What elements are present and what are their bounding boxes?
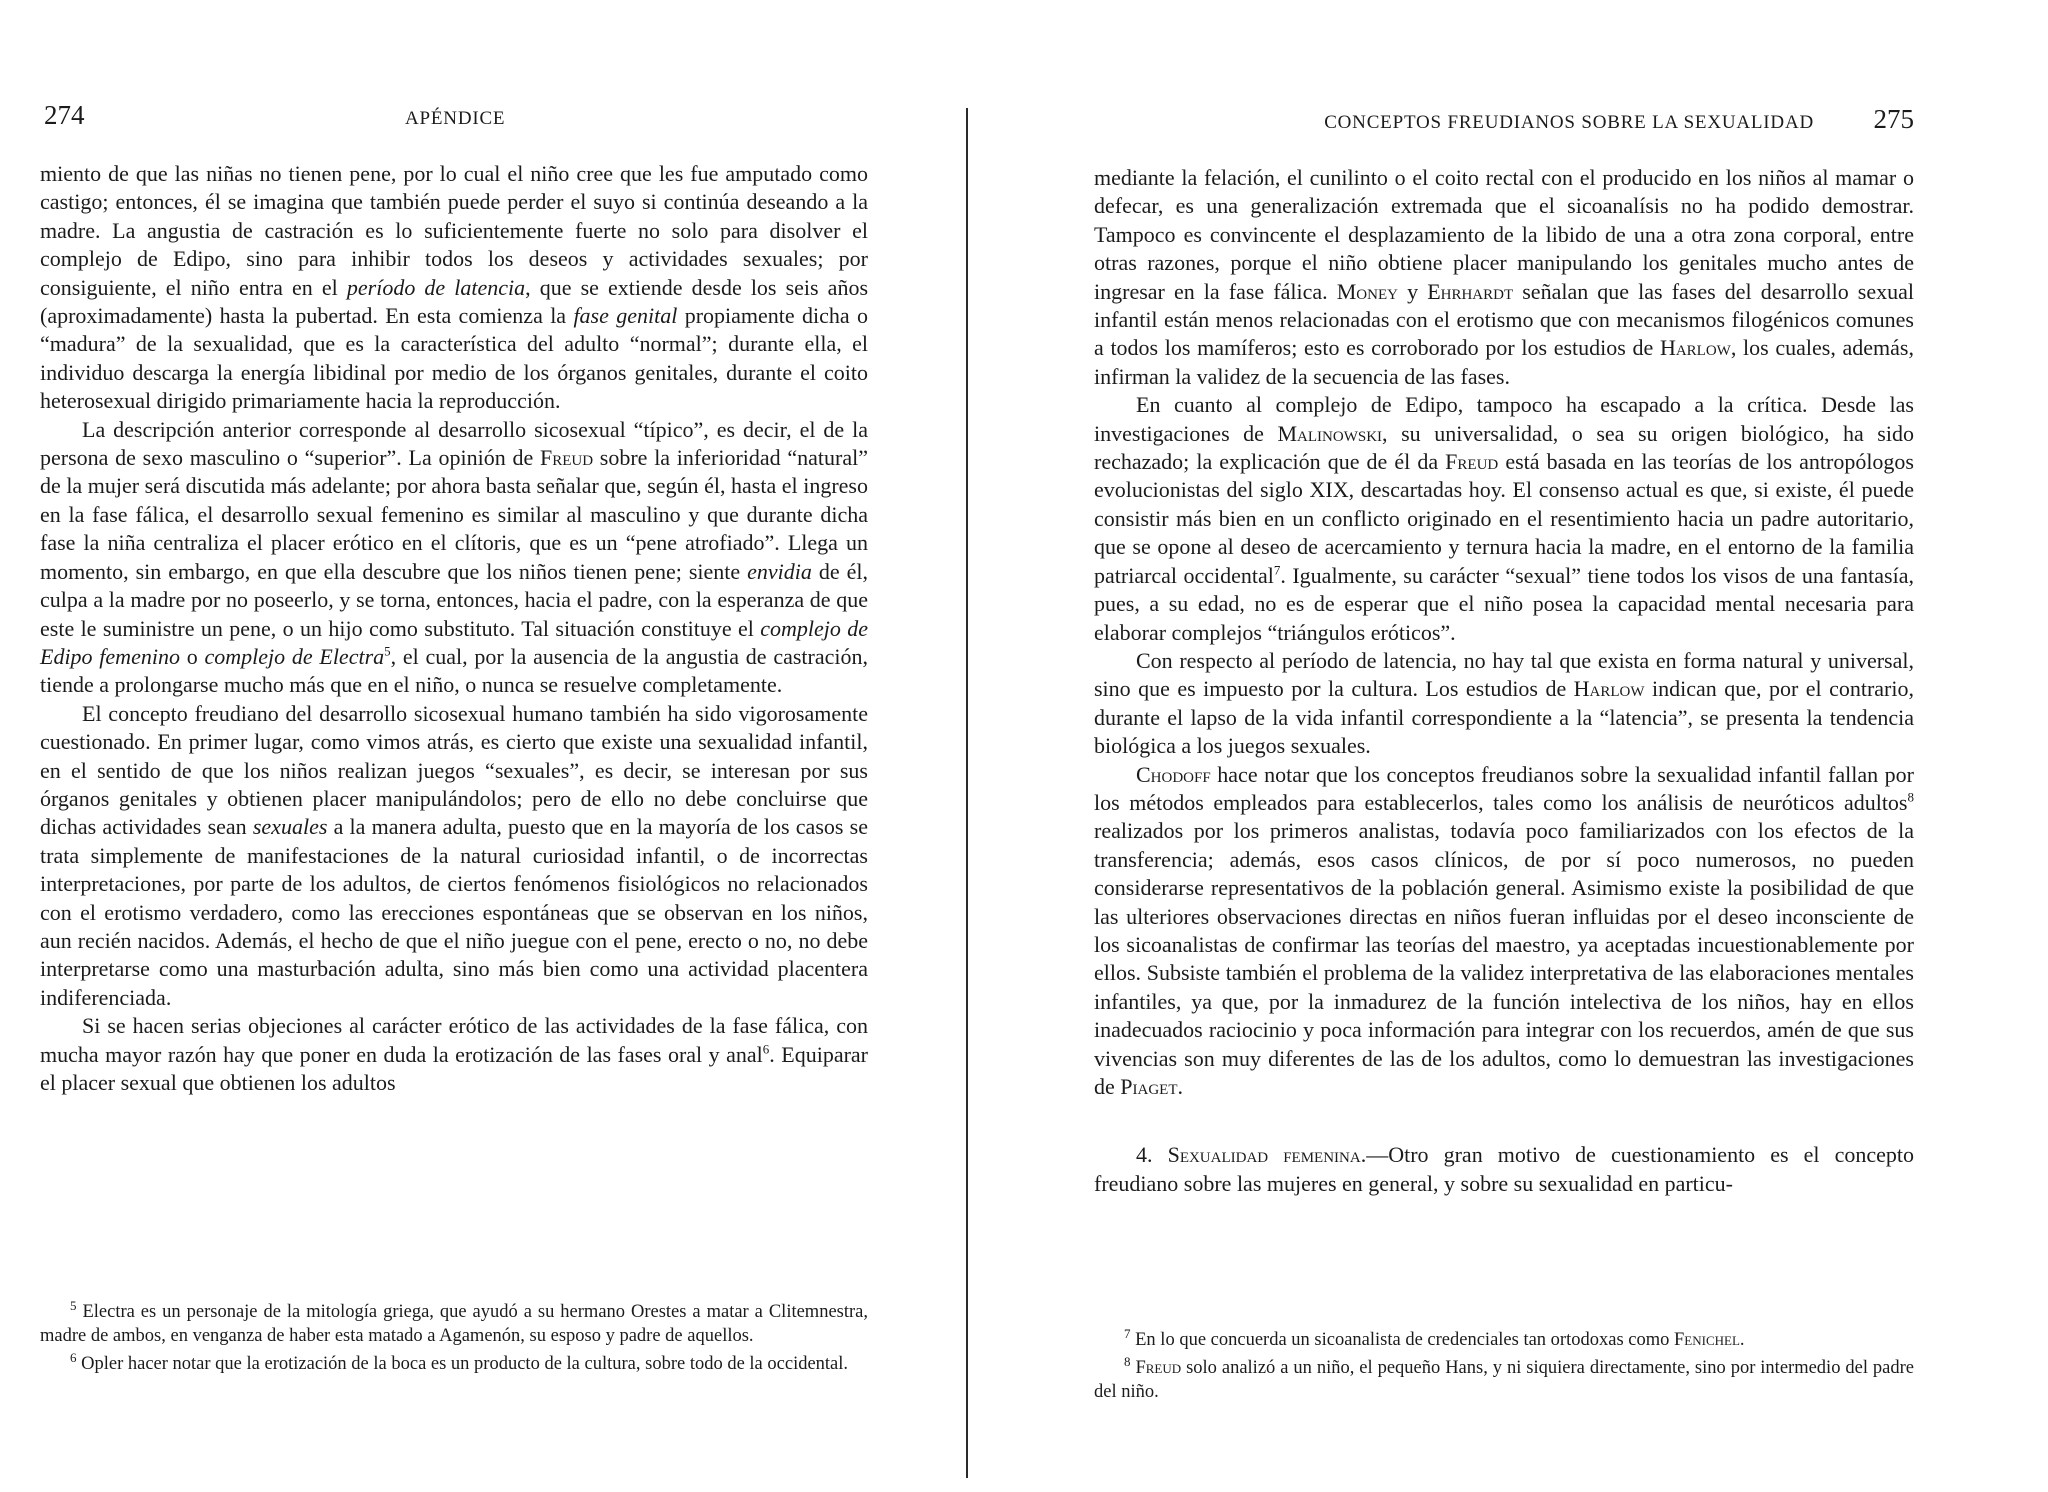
paragraph: En cuanto al complejo de Edipo, tampoco ha escapado a la crítica. Desde las investigaciones de Malinowski, su universalidad, o sea su origen biológico, ha sido rechazado; la explicación que de él da Freud está basada en las teorías de los antropólogos evolucionistas del siglo XIX, descartadas hoy. El consenso actual es que, si existe, él puede consistir más bien en un conflicto originado en el resentimiento hacia un padre autoritario, que se opone al deseo de acercamiento y ternura hacia la madre, en el entorno de la familia patriarcal occidental$^7$. Igualmente, su carácter “sexual” tiene todos los visos de una fantasía, pues, a su edad, no es de esperar que el niño posea la capacidad mental necesaria para elaborar complejos “triángulos eróticos”.	[1094, 392, 1914, 645]
left-footnotes	[40, 1297, 868, 1380]
footnote: $^7$ En lo que concuerda un sicoanalista de credenciales tan ortodoxas como Fenichel.	[1124, 1325, 1745, 1350]
footnote-ref: 7	[1273, 562, 1281, 578]
left-page	[40, 0, 868, 1492]
footnote-ref: 5	[384, 643, 391, 659]
left-page-header	[40, 100, 868, 140]
page-number: 274	[44, 100, 85, 130]
book-gutter	[966, 108, 968, 1478]
paragraph: Si se hacen serias objeciones al carácter erótico de las actividades de la fase fálica, con mucha mayor razón hay que poner en duda la erotización de las fases oral y anal$^6$. Equiparar el placer sexual que obtienen los adultos	[40, 1013, 868, 1095]
page-number: 275	[1873, 104, 1914, 134]
right-page	[1094, 0, 1914, 1492]
footnote: $^8$ Freud solo analizó a un niño, el pequeño Hans, y ni siquiera directamente, sino por intermedio del padre del niño.	[1094, 1353, 1915, 1402]
right-body-text	[1094, 164, 1914, 1198]
section-heading-paragraph: 4. Sexualidad femenina.—Otro gran motivo de cuestionamiento es el concepto freudiano sobre las mujeres en general, y sobre su sexualidad en particu-	[1094, 1142, 1914, 1196]
footnote: $^5$ Electra es un personaje de la mitología griega, que ayudó a su hermano Orestes a matar a Clitemnestra, madre de ambos, en venganza de haber esta matado a Agamenón, su esposo y padre de aquellos.	[40, 1297, 868, 1346]
paragraph: mediante la felación, el cunilinto o el coito rectal con el producido en los niños al mamar o defecar, es una generalización extremada que el sicoanalísis no ha podido demostrar. Tampoco es convincente el desplazamiento de la libido de una a otra zona corporal, entre otras razones, porque el niño obtiene placer manipulando los genitales mucho antes de ingresar en la fase fálica. Money y Ehrhardt señalan que las fases del desarrollo sexual infantil están menos relacionadas con el erotismo que con mecanismos filogénicos comunes a todos los mamíferos; esto es corroborado por los estudios de Harlow, los cuales, además, infirman la validez de la secuencia de las fases.	[1094, 165, 1915, 389]
section-title: Sexualidad femenina	[1167, 1142, 1361, 1168]
section-number: 4.	[1136, 1142, 1153, 1168]
footnote-ref: 8	[1907, 789, 1914, 805]
right-footnotes	[1094, 1325, 1915, 1408]
paragraph: La descripción anterior corresponde al desarrollo sicosexual “típico”, es decir, el de la persona de sexo masculino o “superior”. La opinión de Freud sobre la inferioridad “natural” de la mujer será discutida más adelante; por ahora basta señalar que, según él, hasta el ingreso en la fase fálica, el desarrollo sexual femenino es similar al masculino y que durante dicha fase la niña centraliza el placer erótico en el clítoris, que es un “pene atrofiado”. Llega un momento, sin embargo, en que ella descubre que los niños tienen pene; siente envidia de él, culpa a la madre por no poseerlo, y se torna, entonces, hacia el padre, con la esperanza de que este le suministre un pene, o un hijo como substituto. Tal situación constituye el complejo de Edipo femenino o complejo de Electra$^5$, el cual, por la ausencia de la angustia de castración, tiende a prolongarse mucho más que en el niño, o nunca se resuelve completamente.	[40, 416, 869, 698]
paragraph: El concepto freudiano del desarrollo sicosexual humano también ha sido vigorosamente cuestionado. En primer lugar, como vimos atrás, es cierto que existe una sexualidad infantil, en el sentido de que los niños realizan juegos “sexuales”, es decir, se interesan por sus órganos genitales y obtienen placer manipulándolos; pero de ello no debe concluirse que dichas actividades sean sexuales a la manera adulta, puesto que en la mayoría de los casos se trata simplemente de manifestaciones de la natural curiosidad infantil, o de incorrectas interpretaciones, por parte de los adultos, de ciertos fenómenos fisiológicos no relacionados con el erotismo verdadero, como las erecciones espontáneas que se observan en los niños, aun recién nacidos. Además, el hecho de que el niño juegue con el pene, erecto o no, no debe interpretarse como una masturbación adulta, sino más bien como una actividad placentera indiferenciada.	[40, 700, 868, 1010]
footnote: $^6$ Opler hacer notar que la erotización de la boca es un producto de la cultura, sobre todo de la occidental.	[70, 1349, 849, 1374]
paragraph: Con respecto al período de latencia, no hay tal que exista en forma natural y universal, sino que es impuesto por la cultura. Los estudios de Harlow indican que, por el contrario, durante el lapso de la vida infantil correspondiente a la “latencia”, se presenta la tendencia biológica a los juegos sexuales.	[1094, 647, 1914, 759]
running-head: CONCEPTOS FREUDIANOS SOBRE LA SEXUALIDAD	[1324, 112, 1814, 133]
paragraph: Chodoff hace notar que los conceptos freudianos sobre la sexualidad infantil fallan por los métodos empleados para establecerlos, tales como los análisis de neuróticos adultos$^8$ realizados por los primeros analistas, todavía poco familiarizados con los efectos de la transferencia; además, esos casos clínicos, de por sí poco numerosos, no pueden considerarse representativos de la población general. Asimismo existe la posibilidad de que las ulteriores observaciones directas en niños fueran influidas por el deseo inconsciente de los sicoanalistas de confirmar las teorías del maestro, ya aceptadas incuestionablemente por ellos. Subsiste también el problema de la validez interpretativa de las elaboraciones mentales infantiles, ya que, por la inmadurez de la función intelectiva de los niños, hay en ellos inadecuados raciocinio y poca información para integrar con los recuerdos, amén de que sus vivencias son muy diferentes de las de los adultos, como lo demuestran las investigaciones de Piaget.	[1094, 761, 1914, 1099]
running-head: APÉNDICE	[405, 108, 506, 129]
left-body-text	[40, 160, 868, 1097]
right-page-header	[1094, 100, 1914, 140]
paragraph: miento de que las niñas no tienen pene, por lo cual el niño cree que les fue amputado como castigo; entonces, él se imagina que también puede perder el suyo si continúa deseando a la madre. La angustia de castración es lo suficientemente fuerte no solo para disolver el complejo de Edipo, sino para inhibir todos los deseos y actividades sexuales; por consiguiente, el niño entra en el período de latencia, que se extiende desde los seis años (aproximadamente) hasta la pubertad. En esta comienza la fase genital propiamente dicha o “madura” de la sexualidad, que es la característica del adulto “normal”; durante ella, el individuo descarga la energía libidinal por medio de los órganos genitales, durante el coito heterosexual dirigido primariamente hacia la reproducción.	[40, 161, 869, 414]
footnote-ref: 6	[762, 1041, 770, 1057]
